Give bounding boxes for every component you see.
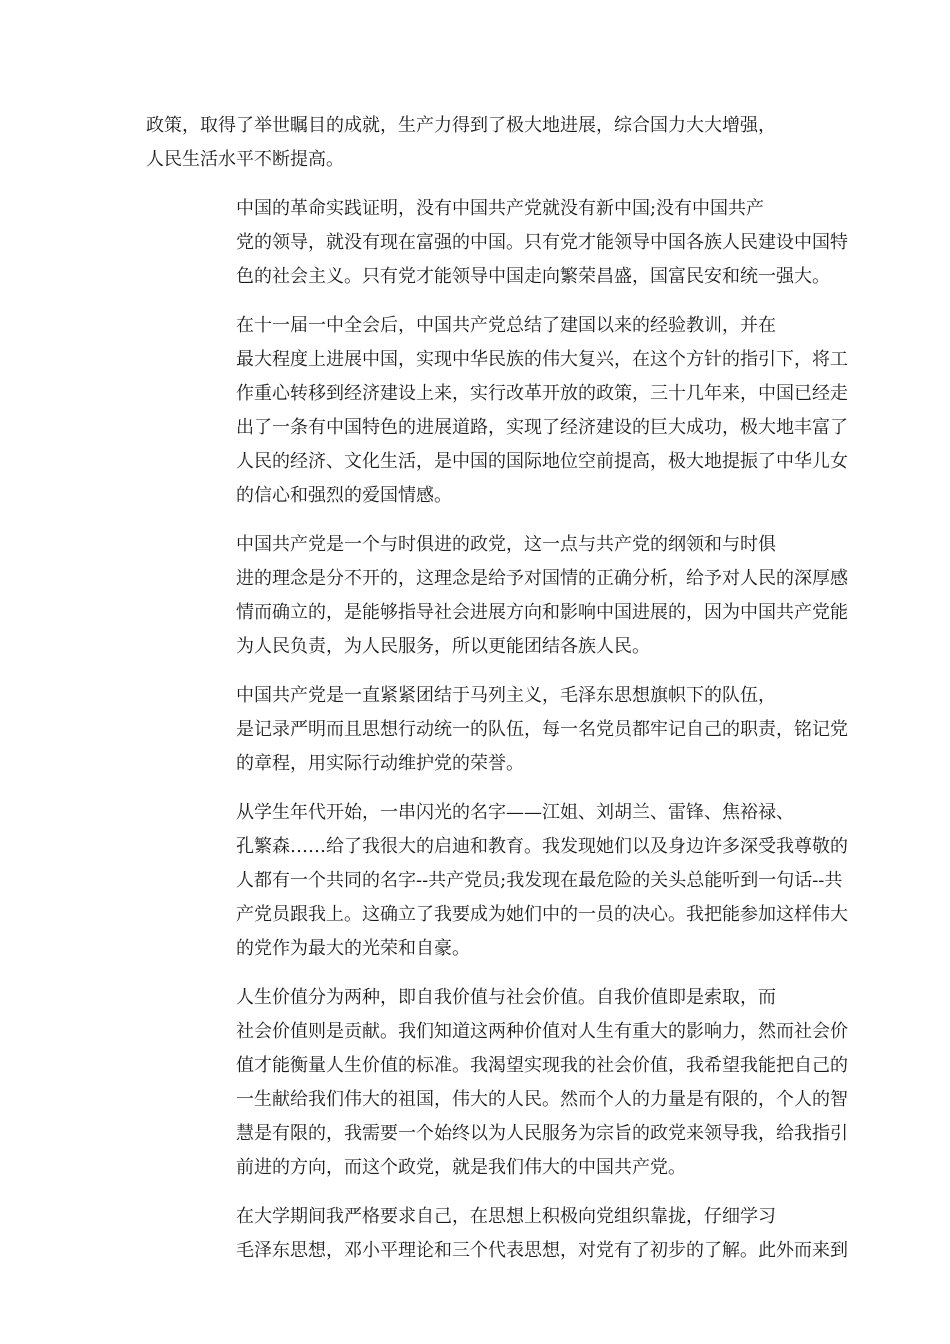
text-line: 情而确立的，是能够指导社会进展方向和影响中国进展的，因为中国共产党能: [236, 602, 848, 623]
text-line: 值才能衡量人生价值的标准。我渴望实现我的社会价值，我希望我能把自己的: [236, 1055, 848, 1076]
paragraph-7: [146, 981, 848, 1185]
text-line: 人民生活水平不断提高。: [146, 149, 344, 170]
paragraph-2: [146, 192, 848, 294]
text-line: 出了一条有中国特色的进展道路，实现了经济建设的巨大成功，极大地丰富了: [236, 417, 848, 438]
paragraph-5: [146, 679, 848, 781]
text-line: 中国共产党是一个与时俱进的政党，这一点与共产党的纲领和与时俱: [236, 534, 776, 555]
text-line: 人都有一个共同的名字--共产党员;我发现在最危险的关头总能听到一句话--共: [236, 870, 843, 891]
text-line: 人生价值分为两种，即自我价值与社会价值。自我价值即是索取，而: [236, 987, 776, 1008]
text-line: 慧是有限的，我需要一个始终以为人民服务为宗旨的政党来领导我，给我指引: [236, 1123, 848, 1144]
paragraph-6: [146, 796, 848, 966]
paragraph-1: [146, 109, 808, 177]
text-line: 在大学期间我严格要求自己，在思想上积极向党组织靠拢，仔细学习: [236, 1206, 776, 1227]
text-line: 从学生年代开始，一串闪光的名字——江姐、刘胡兰、雷锋、焦裕禄、: [236, 802, 794, 823]
text-line: 为人民负责，为人民服务，所以更能团结各族人民。: [236, 636, 650, 657]
text-line: 一生献给我们伟大的祖国，伟大的人民。然而个人的力量是有限的，个人的智: [236, 1089, 848, 1110]
text-line: 毛泽东思想，邓小平理论和三个代表思想，对党有了初步的了解。此外而来到: [236, 1240, 848, 1261]
text-line: 进的理念是分不开的，这理念是给予对国情的正确分析，给予对人民的深厚感: [236, 568, 848, 589]
text-line: 人民的经济、文化生活，是中国的国际地位空前提高，极大地提振了中华儿女: [236, 451, 848, 472]
text-line: 的信心和强烈的爱国情感。: [236, 485, 452, 506]
paragraph-8: [146, 1200, 848, 1268]
text-line: 作重心转移到经济建设上来，实行改革开放的政策，三十几年来，中国已经走: [236, 383, 848, 404]
text-line: 中国共产党是一直紧紧团结于马列主义，毛泽东思想旗帜下的队伍，: [236, 685, 776, 706]
document-page: [146, 109, 848, 1283]
text-line: 最大程度上进展中国，实现中华民族的伟大复兴，在这个方针的指引下，将工: [236, 349, 848, 370]
paragraph-4: [146, 528, 848, 664]
text-line: 色的社会主义。只有党才能领导中国走向繁荣昌盛，国富民安和统一强大。: [236, 266, 830, 287]
text-line: 在十一届一中全会后，中国共产党总结了建国以来的经验教训，并在: [236, 315, 776, 336]
text-line: 党的领导，就没有现在富强的中国。只有党才能领导中国各族人民建设中国特: [236, 232, 848, 253]
text-line: 孔繁森……给了我很大的启迪和教育。我发现她们以及身边许多深受我尊敬的: [236, 836, 848, 857]
text-line: 前进的方向，而这个政党，就是我们伟大的中国共产党。: [236, 1157, 686, 1178]
text-line: 是记录严明而且思想行动统一的队伍，每一名党员都牢记自己的职责，铭记党: [236, 719, 848, 740]
paragraph-3: [146, 309, 848, 513]
text-line: 中国的革命实践证明，没有中国共产党就没有新中国;没有中国共产: [236, 198, 765, 219]
text-line: 产党员跟我上。这确立了我要成为她们中的一员的决心。我把能参加这样伟大: [236, 904, 848, 925]
text-line: 政策，取得了举世瞩目的成就，生产力得到了极大地进展，综合国力大大增强，: [146, 115, 776, 136]
text-line: 社会价值则是贡献。我们知道这两种价值对人生有重大的影响力，然而社会价: [236, 1021, 848, 1042]
text-line: 的党作为最大的光荣和自豪。: [236, 938, 470, 959]
text-line: 的章程，用实际行动维护党的荣誉。: [236, 753, 524, 774]
